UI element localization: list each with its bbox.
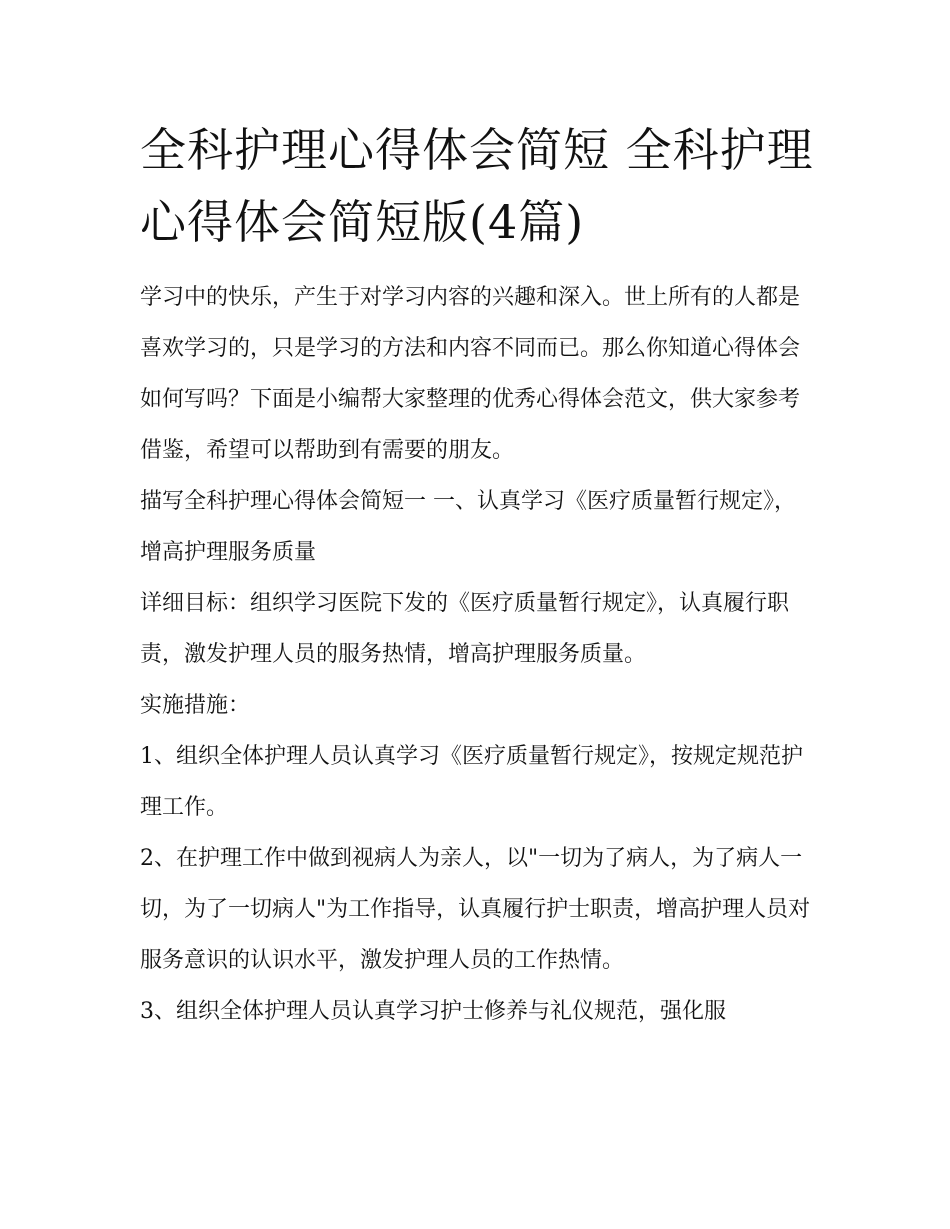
measure-item-1: 1、组织全体护理人员认真学习《医疗质量暂行规定》，按规定规范护理工作。: [140, 744, 803, 820]
goal-paragraph: 详细目标：组织学习医院下发的《医疗质量暂行规定》，认真履行职责，激发护理人员的服务热情，增高护理服务质量。: [140, 591, 790, 667]
measure-item-3: 3、组织全体护理人员认真学习护士修养与礼仪规范，强化服: [140, 999, 726, 1024]
measure-item-2: 2、在护理工作中做到视病人为亲人，以"一切为了病人，为了病人一切，为了一切病人"为工作指导，认真履行护士职责，增高护理人员对服务意识的认识水平，激发护理人员的工作热情。: [140, 846, 811, 973]
intro-paragraph: 学习中的快乐，产生于对学习内容的兴趣和深入。世上所有的人都是喜欢学习的，只是学习的方法和内容不同而已。那么你知道心得体会如何写吗？下面是小编帮大家整理的优秀心得体会范文，供大家参考借鉴，希望可以帮助到有需要的朋友。: [140, 285, 801, 463]
document-body: [140, 114, 816, 1037]
section-heading-one: 描写全科护理心得体会简短一 一、认真学习《医疗质量暂行规定》，增高护理服务质量: [140, 489, 796, 565]
measures-label: 实施措施：: [140, 693, 251, 718]
document-title: 全科护理心得体会简短 全科护理心得体会简短版(4篇): [140, 123, 814, 249]
